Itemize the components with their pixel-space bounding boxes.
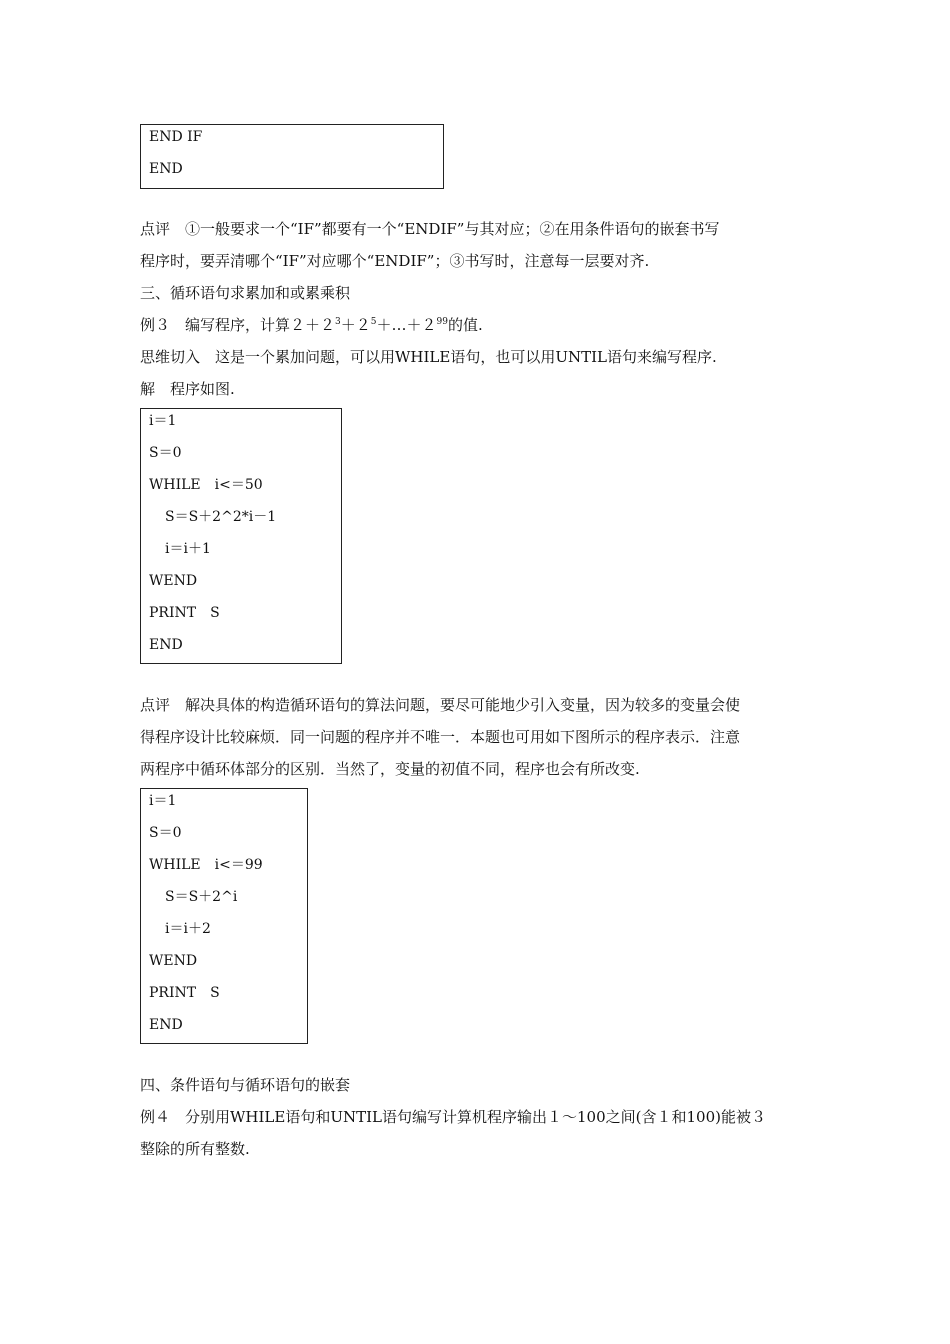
code-box-endif — [140, 124, 444, 189]
thinking-paragraph: 思维切入 这是一个累加问题，可以用WHILE语句，也可以用UNTIL语句来编写程序. — [140, 348, 717, 366]
code-line: END — [149, 637, 183, 653]
code-line: PRINT S — [149, 985, 220, 1001]
example-3 — [140, 315, 483, 335]
code-line: S＝S＋2^i — [165, 889, 238, 905]
code-line: END — [149, 161, 183, 177]
code-line: END — [149, 1017, 183, 1033]
example-4: 整除的所有整数. — [140, 1140, 250, 1158]
exponent: 3 — [335, 317, 341, 327]
section-heading: 三、循环语句求累加和或累乘积 — [140, 284, 351, 302]
code-box-program-2 — [140, 788, 308, 1044]
comment-paragraph: 点评 ①一般要求一个“IF”都要有一个“ENDIF”与其对应；②在用条件语句的嵌套书写 — [140, 220, 720, 238]
code-line: i＝1 — [149, 793, 177, 809]
section-heading: 四、条件语句与循环语句的嵌套 — [140, 1076, 351, 1094]
code-line: END IF — [149, 129, 203, 145]
comment-paragraph: 点评 解决具体的构造循环语句的算法问题，要尽可能地少引入变量，因为较多的变量会使 — [140, 696, 741, 714]
exponent: 5 — [370, 317, 377, 327]
exponent: 99 — [436, 317, 448, 327]
code-line: S＝S＋2^2*i－1 — [165, 509, 277, 525]
code-line: PRINT S — [149, 605, 220, 621]
example-text: ＋２ — [340, 316, 371, 334]
example-text: 的值. — [447, 316, 483, 334]
code-line: i＝i＋2 — [165, 921, 211, 937]
code-line: i＝i＋1 — [165, 541, 211, 557]
code-line: WHILE i<＝50 — [149, 477, 263, 493]
comment-paragraph: 两程序中循环体部分的区别．当然了，变量的初值不同，程序也会有所改变. — [140, 760, 640, 778]
code-line: WEND — [149, 573, 198, 589]
code-box-program-1 — [140, 408, 342, 664]
comment-paragraph: 程序时，要弄清哪个“IF”对应哪个“ENDIF”；③书写时，注意每一层要对齐. — [140, 252, 650, 270]
example-4: 例４ 分别用WHILE语句和UNTIL语句编写计算机程序输出１～100之间(含１和100)能被３ — [140, 1108, 766, 1126]
code-line: WEND — [149, 953, 198, 969]
example-text: 例３ 编写程序，计算２＋２ — [140, 316, 336, 334]
code-line: S＝0 — [149, 445, 182, 461]
comment-paragraph: 得程序设计比较麻烦．同一问题的程序并不唯一．本题也可用如下图所示的程序表示．注意 — [140, 728, 741, 746]
code-line: WHILE i<＝99 — [149, 857, 263, 873]
solution-label: 解 程序如图. — [140, 380, 235, 398]
code-line: S＝0 — [149, 825, 182, 841]
code-line: i＝1 — [149, 413, 177, 429]
example-text: ＋…＋２ — [376, 316, 437, 334]
